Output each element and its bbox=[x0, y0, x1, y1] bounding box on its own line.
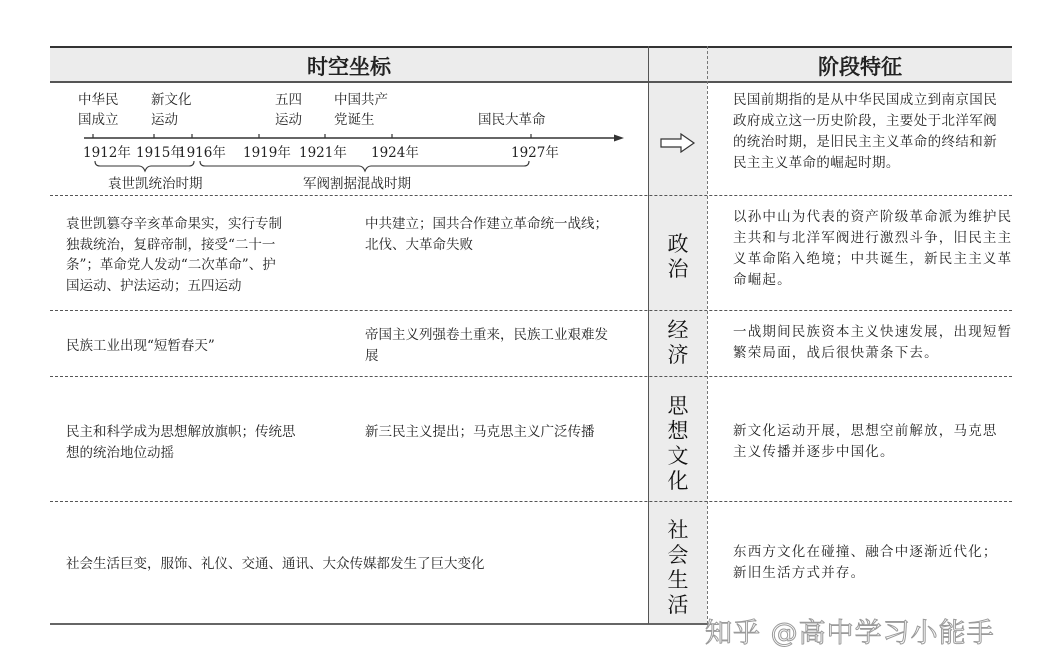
row-divider-3 bbox=[50, 376, 1012, 377]
event-label-line: 运动 bbox=[151, 112, 178, 128]
year-tick-label: 1919年 bbox=[243, 145, 291, 161]
year-tick-label: 1927年 bbox=[511, 145, 559, 161]
space-time-title: 时空坐标 bbox=[307, 55, 391, 79]
social-life-feature-text: 东西方文化在碰撞、融合中逐渐近代化；新旧生活方式并存。 bbox=[733, 544, 998, 581]
category-char: 活 bbox=[667, 593, 689, 617]
year-tick-label: 1912年 bbox=[83, 145, 131, 161]
period-label-yuan: 袁世凯统治时期 bbox=[108, 176, 203, 192]
year-tick-label: 1921年 bbox=[299, 145, 347, 161]
row-divider-2 bbox=[50, 310, 1012, 311]
category-char: 文 bbox=[667, 444, 689, 468]
overview-feature-text: 民国前期指的是从中华民国成立到南京国民政府成立这一历史阶段，主要处于北洋军阀的统治时期，是旧民主主义革命的终结和新民主主义革命的崛起时期。 bbox=[733, 92, 998, 171]
category-char: 济 bbox=[667, 343, 689, 367]
economy-feature-text: 一战期间民族资本主义快速发展，出现短暂繁荣局面，战后很快萧条下去。 bbox=[733, 324, 1013, 361]
year-tick-label: 1924年 bbox=[371, 145, 419, 161]
category-char: 化 bbox=[667, 469, 689, 493]
year-tick-label: 1916年 bbox=[178, 145, 226, 161]
year-tick-label: 1915年 bbox=[136, 145, 184, 161]
category-politics bbox=[649, 232, 707, 282]
category-char: 生 bbox=[667, 568, 689, 592]
social-life-text: 社会生活巨变，服饰、礼仪、交通、通讯、大众传媒都发生了巨大变化 bbox=[66, 556, 485, 572]
thought-early-text: 民主和科学成为思想解放旗帜；传统思想的统治地位动摇 bbox=[66, 424, 296, 461]
row-divider-4 bbox=[50, 501, 1012, 502]
category-economy bbox=[649, 318, 707, 368]
thought-late-text: 新三民主义提出；马克思主义广泛传播 bbox=[365, 424, 595, 440]
politics-early-text: 袁世凯篡夺辛亥革命果实，实行专制独裁统治，复辟帝制，接受“二十一条”；革命党人发动“二次革命”、护国运动、护法运动；五四运动 bbox=[66, 216, 282, 294]
politics-feature-text: 以孙中山为代表的资产阶级革命派为维护民主共和与北洋军阀进行激烈斗争，旧民主主义革命陷入绝境；中共诞生，新民主主义革命崛起。 bbox=[733, 209, 1013, 288]
event-label-line: 五四 bbox=[275, 92, 302, 108]
row-divider-1 bbox=[50, 195, 1012, 196]
category-char: 经 bbox=[667, 318, 689, 342]
event-label-line: 运动 bbox=[275, 112, 302, 128]
category-char: 社 bbox=[667, 518, 689, 542]
category-char: 会 bbox=[667, 543, 689, 567]
category-social-life bbox=[649, 518, 707, 618]
period-label-warlord: 军阀割据混战时期 bbox=[303, 176, 411, 192]
event-label-line: 国民大革命 bbox=[478, 112, 546, 128]
timeline bbox=[0, 0, 648, 195]
watermark: 知乎 @高中学习小能手 bbox=[705, 618, 995, 649]
table-bottom-border bbox=[50, 623, 710, 625]
economy-late-text: 帝国主义列强卷土重来，民族工业艰难发展 bbox=[365, 327, 608, 364]
event-label-line: 新文化 bbox=[151, 92, 192, 108]
politics-late-text: 中共建立；国共合作建立革命统一战线；北伐、大革命失败 bbox=[365, 216, 608, 253]
category-char: 思 bbox=[667, 394, 689, 418]
category-char: 治 bbox=[667, 257, 689, 281]
event-label-line: 中国共产 bbox=[334, 92, 388, 108]
column-divider-dashed bbox=[707, 46, 708, 624]
event-label-line: 党诞生 bbox=[334, 112, 375, 128]
category-thought-culture bbox=[649, 394, 707, 494]
economy-early-text: 民族工业出现“短暂春天” bbox=[66, 338, 215, 354]
event-label-line: 国成立 bbox=[78, 112, 119, 128]
event-label-line: 中华民 bbox=[78, 92, 119, 108]
right-arrow-icon bbox=[659, 133, 697, 153]
category-char: 政 bbox=[667, 232, 689, 256]
stage-feature-title: 阶段特征 bbox=[818, 55, 902, 79]
category-char: 想 bbox=[667, 419, 689, 443]
timeline-axis bbox=[0, 0, 648, 195]
thought-feature-text: 新文化运动开展，思想空前解放，马克思主义传播并逐步中国化。 bbox=[733, 423, 998, 460]
